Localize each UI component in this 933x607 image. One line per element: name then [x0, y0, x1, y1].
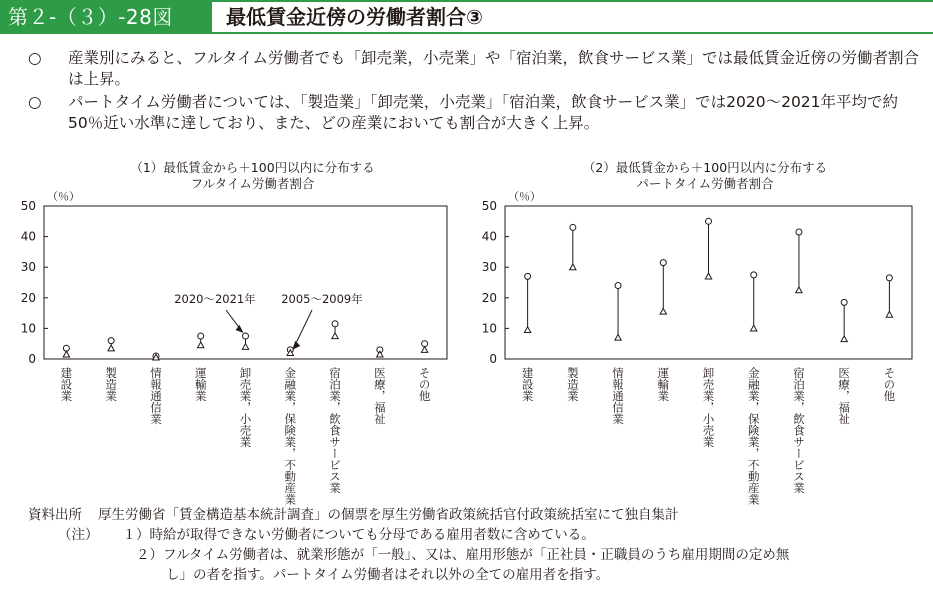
chart1-y-tick-label: 50: [20, 199, 36, 213]
chart2-y-tick-label: 30: [481, 260, 497, 275]
note-continuation: し」の者を指す。パートタイム労働者はそれ以外の全ての雇用者を指す。: [166, 567, 610, 583]
chart1-legend-label-circle: 2020～2021年: [174, 292, 256, 306]
chart1-point-2-circle: [108, 338, 114, 344]
chart2-point-1-circle: [525, 273, 531, 279]
chart1-category-label: 情報通信業: [148, 367, 163, 425]
chart1-point-7-triangle: [332, 333, 338, 339]
chart1-y-tick-label: 40: [20, 229, 36, 244]
chart1-point-9-triangle: [421, 347, 427, 353]
chart1-category-label: その他: [417, 367, 432, 402]
chart2-category-label: 金融業，保険業，不動産業: [746, 367, 761, 505]
chart2-title-line2: パートタイム労働者割合: [636, 176, 774, 191]
chart1-title-line1: （1）最低賃金から＋100円以内に分布する: [130, 160, 375, 175]
chart1-y-tick-label: 0: [28, 352, 36, 366]
chart1-category-label: 運輸業: [193, 367, 208, 402]
chart2-y-tick-label: 10: [481, 321, 497, 336]
summary-text: パートタイム労働者については、「製造業」「卸売業，小売業」「宿泊業，飲食サービス業」では2020～2021年平均で約50％近い水準に達しており、また、どの産業においても割合が大きく上昇。: [68, 93, 899, 132]
chart1-point-7-circle: [332, 321, 338, 327]
chart1-category-label: 金融業，保険業，不動産業: [283, 367, 298, 505]
chart1-category-label: 製造業: [104, 367, 119, 402]
chart2-point-5-circle: [706, 218, 712, 224]
note-text-1: 時給が取得できない労働者についても分母である雇用者数に含めている。: [149, 527, 595, 543]
chart2-point-2-circle: [570, 224, 576, 230]
summary-text: 産業別にみると、フルタイム労働者でも「卸売業，小売業」や「宿泊業，飲食サービス業」では最低賃金近傍の労働者割合は上昇。: [68, 49, 919, 88]
chart1-point-5-circle: [243, 333, 249, 339]
chart2-point-3-circle: [615, 283, 621, 289]
chart1-y-tick-label: 10: [20, 321, 36, 336]
chart1-point-4-circle: [198, 333, 204, 339]
chart2-y-tick-label: 40: [481, 229, 497, 244]
note-row-1: [28, 525, 928, 545]
bullet-icon: ○: [28, 49, 42, 67]
chart1-legend-arrowhead-triangle: [292, 341, 300, 350]
chart2-point-6-circle: [751, 272, 757, 278]
chart2-point-4-circle: [660, 260, 666, 266]
chart1-y-tick-label: 20: [20, 290, 36, 305]
source-row: [28, 505, 928, 525]
chart1-point-4-triangle: [198, 342, 204, 348]
notes: [28, 505, 928, 585]
chart2-y-tick-label: 0: [489, 352, 497, 366]
chart2-point-8-circle: [841, 299, 847, 305]
chart2-category-label: 運輸業: [656, 367, 671, 402]
chart2-y-unit-label: （％）: [508, 190, 541, 203]
chart2-point-5-triangle: [705, 273, 711, 279]
chart2-title-line1: （2）最低賃金から＋100円以内に分布する: [582, 160, 828, 175]
source-text: 厚生労働省「賃金構造基本統計調査」の個票を厚生労働省政策統括官付政策統括室にて独自集計: [98, 507, 679, 523]
chart1-point-1-triangle: [63, 351, 69, 357]
chart1-y-unit-label: （％）: [47, 190, 80, 203]
note-num-1: １）: [122, 527, 150, 543]
chart2-point-1-triangle: [524, 327, 530, 333]
chart2-category-label: 宿泊業，飲食サービス業: [791, 367, 806, 494]
chart1-category-label: 医療，福祉: [372, 367, 387, 425]
chart1-legend-arrowhead-circle: [236, 325, 244, 333]
chart2-point-8-triangle: [841, 336, 847, 342]
chart2-point-6-triangle: [751, 325, 757, 331]
figure-number: 第２-（３）-28図: [0, 0, 212, 34]
chart2-category-label: 情報通信業: [611, 367, 626, 425]
chart2-category-label: 建設業: [520, 367, 535, 402]
bullet-icon: ○: [28, 93, 42, 111]
chart2-category-label: 製造業: [565, 367, 580, 402]
chart2-point-7-triangle: [796, 287, 802, 293]
note-label: （注）: [58, 527, 99, 543]
chart1-category-label: 建設業: [59, 367, 74, 402]
chart2-category-label: 卸売業，小売業: [701, 367, 716, 448]
chart2-y-tick-label: 20: [481, 290, 497, 305]
chart1-category-label: 卸売業，小売業: [238, 367, 253, 448]
note-row-2: [28, 545, 928, 565]
note-num-2: ２）: [136, 547, 163, 563]
chart1-point-5-triangle: [242, 344, 248, 350]
chart2-y-tick-label: 50: [481, 199, 497, 213]
chart2-point-9-circle: [886, 275, 892, 281]
chart2-category-label: 医療，福祉: [837, 367, 852, 425]
chart2-point-3-triangle: [615, 334, 621, 340]
note-row-3: [28, 565, 928, 585]
chart1-title-line2: フルタイム労働者割合: [190, 176, 315, 191]
figure-title: 最低賃金近傍の労働者割合③: [212, 0, 933, 34]
chart2-category-label: その他: [882, 367, 897, 402]
chart1-category-label: 宿泊業，飲食サービス業: [328, 367, 343, 494]
chart2-point-7-circle: [796, 229, 802, 235]
source-label: 資料出所: [28, 507, 82, 523]
chart1-legend-label-triangle: 2005～2009年: [281, 292, 363, 306]
chart2-point-2-triangle: [570, 264, 576, 270]
chart1-point-2-triangle: [108, 345, 114, 351]
chart1-y-tick-label: 30: [20, 260, 36, 275]
chart2-point-9-triangle: [886, 311, 892, 317]
chart2-point-4-triangle: [660, 308, 666, 314]
note-text-2: フルタイム労働者は、就業形態が「一般」、又は、雇用形態が「正社員・正職員のうち雇用期間の定め無: [163, 547, 790, 563]
